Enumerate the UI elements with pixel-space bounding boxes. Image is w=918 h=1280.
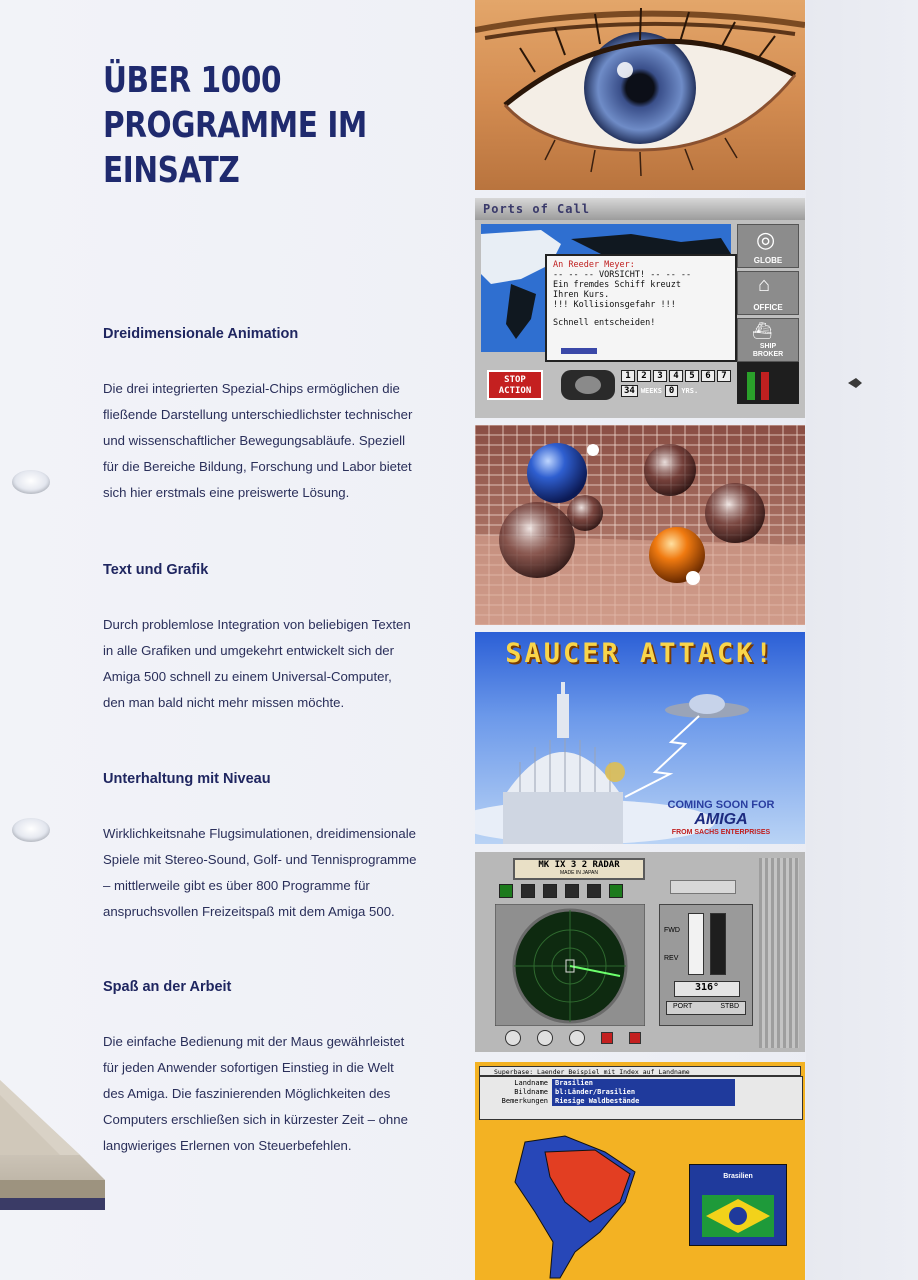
game-title: SAUCER ATTACK!: [505, 638, 775, 669]
fuel-bars: [737, 362, 799, 404]
superbase-screenshot: [475, 1062, 805, 1280]
body-line: für die Bereiche Bildung, Forschung und Labor bietet: [103, 459, 412, 474]
title-line: ÜBER 1000: [103, 60, 282, 101]
flag-label: Brasilien: [723, 1173, 753, 1180]
body-line: und wissenschaftlicher Bewegungsabläufe. Speziell: [103, 433, 406, 448]
weeks-label: WEEKS: [640, 387, 662, 395]
amiga-logo-text: AMIGA: [694, 811, 748, 828]
dialog-line: Ein fremdes Schiff kreuzt: [553, 280, 681, 290]
section-body: [103, 1029, 443, 1159]
dialog-line: -- -- -- VORSICHT! -- -- --: [553, 270, 692, 280]
game-title: Ports of Call: [483, 202, 590, 216]
field-label: Bildname: [514, 1088, 548, 1096]
section-body: [103, 612, 443, 716]
body-line: Wirklichkeitsnahe Flugsimulationen, dreidimensionale: [103, 826, 416, 841]
body-line: Amiga 500 schnell zu einem Universal-Computer,: [103, 669, 392, 684]
flag-panel: [689, 1164, 787, 1246]
dialog-line: !!! Kollisionsgefahr !!!: [553, 300, 676, 310]
coming-soon-block: [651, 799, 791, 836]
button-label: OFFICE: [753, 303, 783, 312]
button-label: SHIP BROKER: [752, 343, 784, 358]
years-label: YRS.: [681, 387, 699, 395]
title-line: EINSATZ: [103, 150, 240, 191]
from-text: FROM SACHS ENTERPRISES: [671, 829, 771, 836]
dialog-line: Schnell entscheiden!: [553, 318, 656, 328]
counter-digit: 2: [637, 370, 651, 382]
office-button[interactable]: [737, 271, 799, 315]
amiga-device-corner: [0, 1060, 105, 1210]
warning-dialog: [545, 254, 737, 362]
radar-scope: [495, 904, 645, 1026]
field-values: [552, 1079, 735, 1106]
counter-digit: 5: [685, 370, 699, 382]
body-line: Die einfache Bedienung mit der Maus gewährleistet: [103, 1034, 405, 1049]
counter-digit: 3: [653, 370, 667, 382]
field-label: Landname: [514, 1079, 548, 1087]
body-line: Durch problemlose Integration von beliebigen Texten: [103, 617, 411, 632]
page-title: [103, 58, 382, 193]
section-text-graphics: [103, 562, 443, 716]
stbd-label: STBD: [720, 1003, 739, 1010]
section-body: [103, 376, 443, 506]
counter-digit: 7: [717, 370, 731, 382]
section-heading: Spaß an der Arbeit: [103, 979, 232, 995]
stop-label: STOP: [504, 375, 526, 385]
punch-hole: [12, 470, 50, 494]
rudder-bar[interactable]: [666, 1001, 746, 1015]
dialog-line: An Reeder Meyer:: [553, 260, 635, 270]
button-label: GLOBE: [753, 256, 783, 265]
port-label: PORT: [673, 1003, 693, 1010]
counter-digits: [621, 370, 731, 382]
body-line: den man bald nicht mehr missen möchte.: [103, 695, 345, 710]
section-heading: Dreidimensionale Animation: [103, 326, 299, 342]
animation-spheres-image: [475, 425, 805, 625]
game-title-bar: [475, 198, 805, 220]
saucer-attack-screenshot: [475, 632, 805, 844]
radar-title: MK IX 3 2 RADAR: [538, 860, 620, 870]
body-line: fließende Darstellung unterschiedlichster technischer: [103, 407, 413, 422]
throttle-panel: [659, 904, 753, 1026]
page-margin: [806, 0, 918, 1280]
window-title: Superbase: Laender_Beispiel mit Index auf Landname: [494, 1068, 690, 1076]
throttle-bar[interactable]: [710, 913, 726, 975]
stop-action-button[interactable]: [487, 370, 543, 400]
counter-digit: 6: [701, 370, 715, 382]
globe-icon: ◎: [756, 227, 776, 252]
action-label: ACTION: [498, 386, 532, 396]
dialog-spacer: [553, 310, 729, 318]
body-line: Computers erschließen sich in kürzester Zeit – ohne: [103, 1112, 408, 1127]
throttle-bar[interactable]: [688, 913, 704, 975]
field-value[interactable]: Riesige Waldbestände: [555, 1097, 640, 1105]
south-america-map: [505, 1132, 645, 1280]
vent-grille: [759, 858, 799, 1048]
rev-label: REV: [664, 955, 679, 962]
body-line: – mittlerweile gibt es über 800 Programme für: [103, 878, 370, 893]
ship-broker-button[interactable]: [737, 318, 799, 362]
section-entertainment: [103, 771, 443, 925]
ports-of-call-screenshot: [475, 198, 805, 418]
title-line: PROGRAMME IM: [103, 105, 367, 146]
gauge: [561, 370, 615, 400]
body-line: Die drei integrierten Spezial-Chips ermöglichen die: [103, 381, 400, 396]
body-line: langwieriges Erlernen von Steuerbefehlen.: [103, 1138, 352, 1153]
body-line: Spiele mit Stereo-Sound, Golf- und Tennisprogramme: [103, 852, 417, 867]
body-line: in alle Grafiken und umgekehrt entwickelt sich der: [103, 643, 395, 658]
coming-soon-text: COMING SOON FOR: [667, 799, 775, 811]
section-heading: Text und Grafik: [103, 562, 209, 578]
weeks-value: 34: [621, 385, 638, 397]
counter-weeks-years: [621, 385, 731, 397]
radar-screenshot: [475, 852, 805, 1052]
body-line: des Amiga. Die faszinierenden Möglichkeiten des: [103, 1086, 391, 1101]
record-fields: [479, 1076, 803, 1120]
radar-made-in: MADE IN JAPAN: [560, 870, 598, 876]
body-line: für jeden Anwender sofortigen Einstieg in die Welt: [103, 1060, 394, 1075]
body-line: anspruchsvollen Freizeitspaß mit dem Amiga 500.: [103, 904, 395, 919]
section-work: [103, 979, 443, 1159]
office-icon: ⌂: [758, 274, 771, 296]
field-value[interactable]: bl:Länder/Brasilien: [555, 1088, 636, 1096]
field-label: Bemerkungen: [501, 1097, 548, 1105]
radar-indicator-lights: [499, 884, 623, 898]
dialog-ok-button[interactable]: [561, 348, 597, 354]
fwd-label: FWD: [664, 927, 680, 934]
section-heading: Unterhaltung mit Niveau: [103, 771, 271, 787]
globe-button[interactable]: [737, 224, 799, 268]
ship-icon: ⛴: [752, 323, 773, 340]
counter-digit: 1: [621, 370, 635, 382]
field-value[interactable]: Brasilien: [555, 1079, 593, 1087]
section-animation: [103, 326, 443, 506]
punch-hole: [12, 818, 50, 842]
brazil-flag-icon: [702, 1195, 774, 1237]
radar-knobs: [505, 1030, 641, 1046]
page-mark: [848, 378, 862, 388]
heading-readout: 316°: [674, 981, 740, 997]
eye-image: [475, 0, 805, 190]
radar-display-slot: [670, 880, 736, 894]
body-line: sich hier erstmals eine preiswerte Lösung.: [103, 485, 350, 500]
side-buttons: [737, 224, 799, 358]
date-counter: [621, 370, 731, 404]
field-labels: [484, 1079, 548, 1106]
radar-nameplate: [513, 858, 645, 880]
dialog-line: Ihren Kurs.: [553, 290, 610, 300]
counter-digit: 4: [669, 370, 683, 382]
superbase-title-bar: [479, 1066, 801, 1076]
section-body: [103, 821, 443, 925]
years-value: 0: [665, 385, 678, 397]
